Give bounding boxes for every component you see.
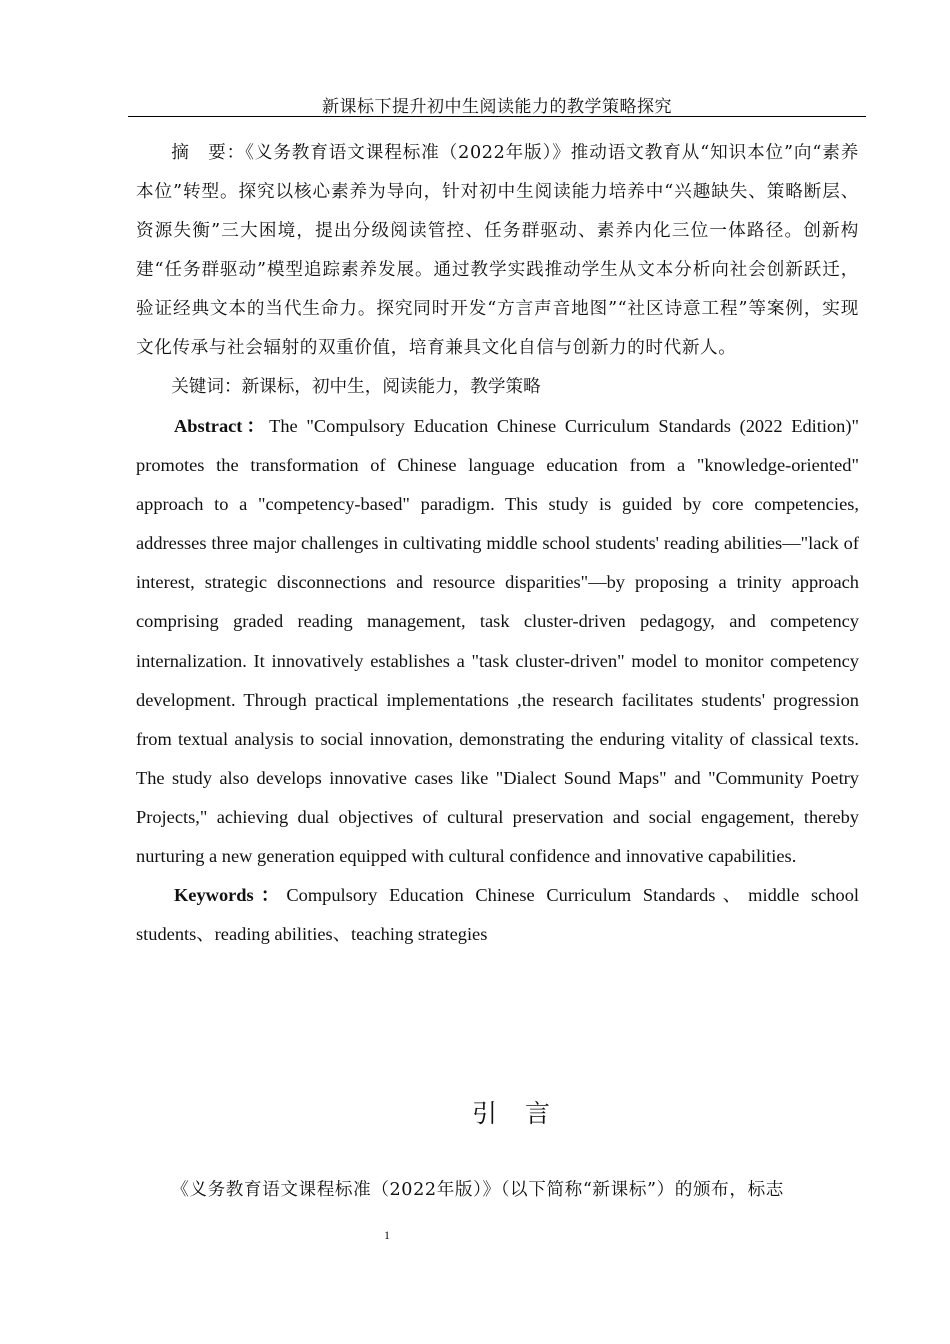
abstract-section [136,134,859,954]
chinese-abstract [136,134,859,368]
english-abstract-text: The "Compulsory Education Chinese Curriculum Standards (2022 Edition)" promotes the transformation of Chinese language education from a "knowledge-oriented" approach to a "competency-based" paradigm. This study is guided by core competencies, addresses three major challenges in cultivating middle school students' reading abilities—"lack of interest, strategic disconnections and resource disparities"—by proposing a trinity approach comprising graded reading management, task cluster-driven pedagogy, and competency internalization. It innovatively establishes a "task cluster-driven" model to monitor competency development. Through practical implementations ,the research facilitates students' progression from textual analysis to social innovation, demonstrating the enduring vitality of classical texts. The study also develops innovative cases like "Dialect Sound Maps" and "Community Poetry Projects," achieving dual objectives of cultural preservation and social engagement, thereby nurturing a new generation equipped with cultural confidence and innovative capabilities. [136,416,860,867]
english-abstract-label: Abstract： [174,416,270,436]
chinese-abstract-label: 摘 要： [171,143,246,163]
english-keywords-text: Compulsory Education Chinese Curriculum Standards、middle school students、reading abilities、teaching strategies [136,885,859,945]
chinese-keywords-text: 新课标，初中生，阅读能力，教学策略 [241,377,541,397]
introduction-heading: 引言 [471,1099,578,1128]
chinese-keywords [136,368,859,407]
english-keywords [136,876,859,954]
introduction-first-line: 《义务教育语文课程标准（2022年版）》（以下简称“新课标”）的颁布，标志 [171,1180,784,1200]
english-keywords-label: Keywords： [174,885,287,906]
page-number: 1 [384,1228,390,1242]
chinese-abstract-text: 《义务教育语文课程标准（2022年版）》推动语文教育从“知识本位”向“素养本位”转型。探究以核心素养为导向，针对初中生阅读能力培养中“兴趣缺失、策略断层、资源失衡”三大困境，提出分级阅读管控、任务群驱动、素养内化三位一体路径。创新构建“任务群驱动”模型追踪素养发展。通过教学实践推动学生从文本分析向社会创新跃迁，验证经典文本的当代生命力。探究同时开发“方言声音地图”“社区诗意工程”等案例，实现文化传承与社会辐射的双重价值，培育兼具文化自信与创新力的时代新人。 [136,143,859,358]
running-header-title: 新课标下提升初中生阅读能力的教学策略探究 [322,97,672,117]
header-rule [128,116,866,117]
english-abstract [136,407,859,876]
chinese-keywords-label: 关键词： [171,377,242,397]
